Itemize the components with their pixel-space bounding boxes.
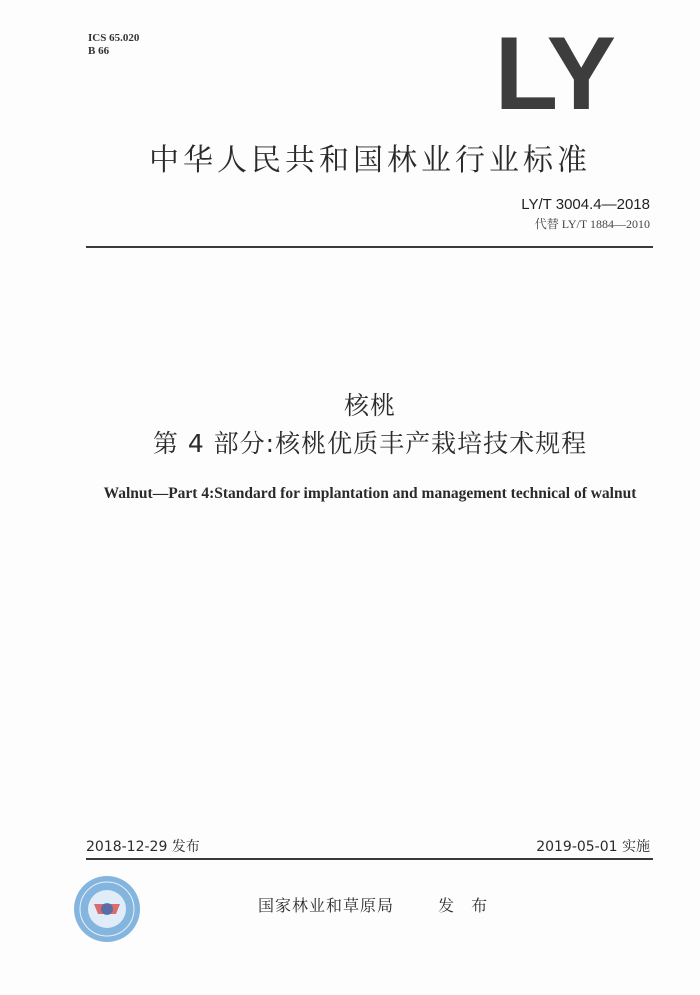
header-divider: [86, 246, 653, 248]
document-title: 核桃: [343, 391, 396, 420]
ccs-code: B 66: [88, 45, 110, 57]
classification-codes: [88, 32, 139, 58]
standard-number: LY/T 3004.4—2018: [521, 196, 650, 213]
standard-logo: LY: [494, 16, 614, 132]
publish-date: 2018-12-29 发布: [86, 839, 200, 855]
standard-category-title: 中华人民共和国林业行业标准: [149, 143, 591, 178]
footer-divider: [86, 858, 653, 860]
document-subtitle: 第 4 部分:核桃优质丰产栽培技术规程: [152, 429, 588, 458]
publisher-name: 国家林业和草原局: [258, 896, 395, 915]
certification-seal-icon: [72, 874, 142, 944]
ics-code: ICS 65.020: [88, 32, 140, 44]
replaces-standard: 代替 LY/T 1884—2010: [534, 217, 650, 231]
implementation-date: 2019-05-01 实施: [536, 839, 650, 855]
english-title: Walnut—Part 4:Standard for implantation and management technical of walnut: [103, 485, 637, 502]
publish-label: 发 布: [438, 896, 494, 915]
